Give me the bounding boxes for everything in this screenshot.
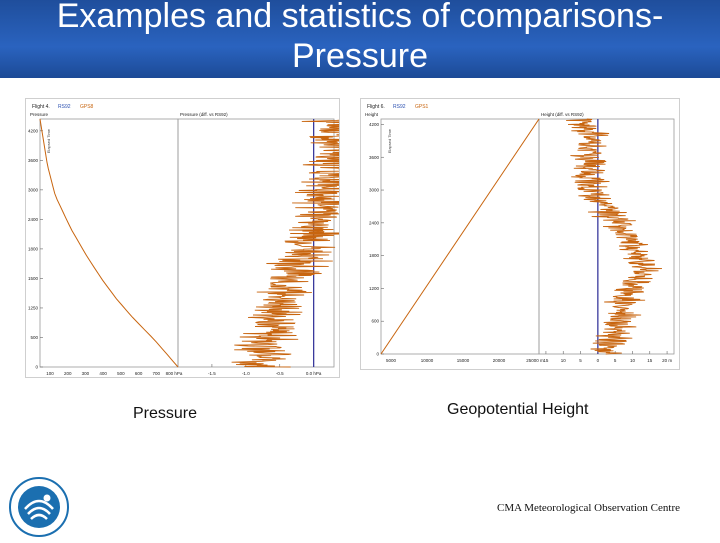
slide-title: Examples and statistics of comparisons-Pressure <box>56 0 664 75</box>
y-tick-label: 0 <box>35 364 38 370</box>
right-plot-label: Height (diff. vs RS92) <box>541 112 584 117</box>
chart-flight-label: Flight 4. <box>32 104 50 110</box>
right-x-tick-label: -1.0 <box>241 371 250 376</box>
left-x-tick-label: 20000 <box>492 358 506 363</box>
y-tick-label: 500 <box>30 334 38 340</box>
right-x-tick-label: 20 m <box>662 358 673 363</box>
left-x-tick-label: 400 <box>99 371 107 376</box>
chart-test-label: GPS1 <box>415 104 429 110</box>
y-tick-label: 2400 <box>368 220 379 226</box>
left-x-tick-label: 500 <box>117 371 125 376</box>
pressure-chart-svg <box>26 99 339 377</box>
left-x-tick-label: 700 <box>152 371 161 376</box>
y-tick-label: 1200 <box>368 285 379 291</box>
right-x-tick-label: 0 <box>596 358 600 363</box>
y-tick-label: 3600 <box>27 157 38 163</box>
chart-test-label: GPS8 <box>80 104 94 110</box>
right-x-tick-label: -1.5 <box>208 371 216 376</box>
chart-ref-label: RS92 <box>393 104 406 110</box>
y-tick-label: 4200 <box>27 128 38 134</box>
right-x-tick-label: 10 <box>560 358 566 363</box>
y-tick-label: 4200 <box>368 121 379 127</box>
left-x-tick-label: 300 <box>81 371 90 376</box>
left-series-line <box>381 119 539 354</box>
left-plot-label: Pressure <box>30 112 49 117</box>
y-tick-label: 3000 <box>368 187 379 193</box>
left-x-tick-label: 25000 m <box>526 358 544 363</box>
footer-organization: CMA Meteorological Observation Centre <box>497 502 680 514</box>
left-plot-frame <box>40 119 178 367</box>
right-series-line <box>232 119 339 367</box>
right-x-tick-label: -0.5 <box>275 371 284 376</box>
caption-pressure: Pressure <box>133 405 198 422</box>
right-x-tick-label: 15 <box>543 358 549 363</box>
right-series-line <box>566 119 662 354</box>
y-tick-label: 3000 <box>27 187 38 193</box>
caption-height: Geopotential Height <box>447 401 589 418</box>
y-axis-label: Elapsed Time <box>387 129 392 154</box>
left-x-tick-label: 15000 <box>456 358 470 363</box>
left-x-tick-label: 5000 <box>385 358 397 363</box>
right-x-tick-label: 10 <box>629 358 635 363</box>
title-bar <box>0 0 720 78</box>
right-x-tick-label: 0.0 hPa <box>305 371 322 376</box>
right-plot-frame <box>539 119 674 354</box>
y-tick-label: 600 <box>371 318 379 324</box>
y-tick-label: 1500 <box>27 275 38 281</box>
chart-ref-label: RS92 <box>58 104 71 110</box>
y-tick-label: 0 <box>376 351 379 357</box>
pressure-chart <box>25 98 340 378</box>
left-series-line <box>40 119 178 367</box>
cma-emblem-icon <box>8 476 70 538</box>
chart-flight-label: Flight 6. <box>367 104 385 110</box>
y-tick-label: 1800 <box>27 246 38 252</box>
left-plot-label: Height <box>365 112 379 117</box>
left-x-tick-label: 10000 <box>420 358 434 363</box>
height-chart-svg <box>361 99 679 369</box>
y-tick-label: 1250 <box>27 305 38 311</box>
right-x-tick-label: 5 <box>613 358 617 363</box>
y-tick-label: 1800 <box>368 253 379 259</box>
right-x-tick-label: 5 <box>579 358 582 363</box>
y-axis-label: Elapsed Time <box>46 129 51 154</box>
right-plot-label: Pressure (diff. vs RS92) <box>180 112 228 117</box>
left-x-tick-label: 100 <box>46 371 54 376</box>
left-x-tick-label: 600 <box>134 371 143 376</box>
y-tick-label: 3600 <box>368 154 379 160</box>
left-x-tick-label: 800 hPa <box>165 371 183 376</box>
height-chart <box>360 98 680 370</box>
right-x-tick-label: 15 <box>647 358 653 363</box>
y-tick-label: 2400 <box>27 216 38 222</box>
left-x-tick-label: 200 <box>63 371 72 376</box>
